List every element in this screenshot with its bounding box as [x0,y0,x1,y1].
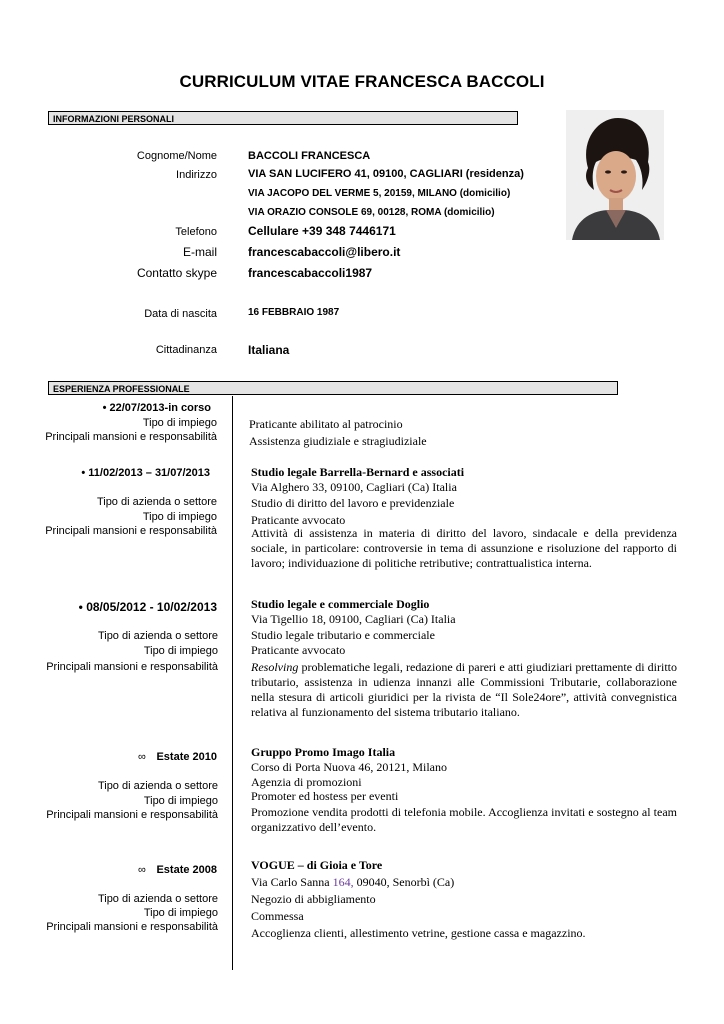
exp5-address-number: 164, [332,875,354,889]
exp3-date [79,600,217,614]
address-domicile-milano: VIA JACOPO DEL VERME 5, 20159, MILANO (domicilio) [248,188,511,199]
address-residence: VIA SAN LUCIFERO 41, 09100, CAGLIARI (residenza) [248,168,524,180]
phone-label: Telefono [175,226,217,238]
exp2-date: • 11/02/2013 – 31/07/2013 [81,467,210,479]
exp2-tasks: Attività di assistenza in materia di diritto del lavoro, sindacale e della previdenza sociale, in particolare: controversie in tema di assunzione e risoluzione del rapporto di lavoro; individuazione di politiche retributive; contrattualistica interna. [251,526,677,570]
exp4-date: Estate 2010 [156,751,217,763]
exp4-tasks-label: Principali mansioni e responsabilità [46,809,218,821]
exp1-tasks: Assistenza giudiziale e stragiudiziale [249,434,427,448]
page-title: CURRICULUM VITAE FRANCESCA BACCOLI [179,72,545,91]
exp3-tasks-italic: Resolving [251,660,299,674]
address-label: Indirizzo [176,169,217,181]
exp4-sector-label: Tipo di azienda o settore [97,780,218,792]
exp2-company: Studio legale Barrella-Bernard e associati [251,465,465,479]
exp2-employment: Praticante avvocato [251,513,346,527]
exp5-employment: Commessa [251,909,304,923]
exp5-address [251,875,677,890]
exp4-bullet: ∞ [138,751,146,763]
exp5-sector-label: Tipo di azienda o settore [97,893,218,905]
exp4-employment: Promoter ed hostess per eventi [251,789,399,803]
citizenship-value: Italiana [248,343,290,357]
exp1-employment-label: Tipo di impiego [142,417,217,429]
section-header-experience-label: ESPERIENZA PROFESSIONALE [53,384,190,394]
section-header-personal [48,111,518,125]
exp3-company: Studio legale e commerciale Doglio [251,597,430,611]
exp3-tasks-rest: problematiche legali, redazione di pareri e atti giudiziari prettamente di diritto tributario, assistenza in udienza innanzi alle Commissioni Tributarie, collaborazione nella stesura di articoli giuridici per la rivista de “Il Sole24ore”, attività convegnistica relativa al funzionamento del sistema tributario italiano. [251,660,677,719]
exp2-employment-label: Tipo di impiego [142,511,217,523]
exp5-address-street: Via Carlo Sanna [251,875,333,889]
exp4-address: Corso di Porta Nuova 46, 20121, Milano [251,760,447,774]
exp3-address: Via Tigellio 18, 09100, Cagliari (Ca) Italia [251,612,456,626]
exp1-tasks-label: Principali mansioni e responsabilità [45,431,217,443]
exp5-sector: Negozio di abbigliamento [251,892,376,906]
birth-value: 16 FEBBRAIO 1987 [248,307,340,318]
portrait-image [566,110,664,240]
exp4-company: Gruppo Promo Imago Italia [251,745,396,759]
exp5-employment-label: Tipo di impiego [143,907,218,919]
birth-label: Data di nascita [144,308,217,320]
exp5-tasks-label: Principali mansioni e responsabilità [46,921,218,933]
exp5-bullet: ∞ [138,864,146,876]
surname-value: BACCOLI FRANCESCA [248,150,371,162]
phone-value: Cellulare +39 348 7446171 [248,224,396,238]
exp2-sector-label: Tipo di azienda o settore [96,496,217,508]
exp2-tasks-label: Principali mansioni e responsabilità [45,525,217,537]
email-label: E-mail [182,245,217,259]
exp3-tasks [251,660,677,720]
exp1-employment: Praticante abilitato al patrocinio [249,417,403,431]
exp3-employment-label: Tipo di impiego [143,645,218,657]
section-header-personal-label: INFORMAZIONI PERSONALI [53,114,174,124]
surname-label: Cognome/Nome [136,150,217,162]
exp2-address: Via Alghero 33, 09100, Cagliari (Ca) Italia [251,480,457,494]
exp1-date: • 22/07/2013-in corso [102,402,211,414]
address-domicile-roma: VIA ORAZIO CONSOLE 69, 00128, ROMA (domicilio) [248,207,495,218]
exp3-date-text: • 08/05/2012 - 10/02/2013 [78,600,217,614]
section-header-experience [48,381,618,395]
exp4-tasks: Promozione vendita prodotti di telefonia mobile. Accoglienza invitati e sostegno al team organizzativo dell’evento. [251,805,677,834]
exp5-tasks: Accoglienza clienti, allestimento vetrine, gestione cassa e magazzino. [251,926,586,940]
skype-value: francescabaccoli1987 [248,266,373,280]
exp3-sector-label: Tipo di azienda o settore [97,630,218,642]
exp5-address-city: 09040, Senorbì (Ca) [353,875,455,889]
profile-photo [566,110,664,240]
exp3-tasks-label: Principali mansioni e responsabilità [46,661,218,673]
exp5-date: Estate 2008 [156,864,217,876]
exp3-employment: Praticante avvocato [251,643,346,657]
email-value: francescabaccoli@libero.it [248,245,401,259]
citizenship-label: Cittadinanza [155,344,217,356]
exp4-sector: Agenzia di promozioni [251,775,362,789]
exp2-sector: Studio di diritto del lavoro e previdenziale [251,496,455,510]
exp4-employment-label: Tipo di impiego [143,795,218,807]
exp3-sector: Studio legale tributario e commerciale [251,628,435,642]
exp5-company: VOGUE – di Gioia e Tore [251,858,383,872]
column-divider [232,396,233,970]
skype-label: Contatto skype [136,266,217,280]
